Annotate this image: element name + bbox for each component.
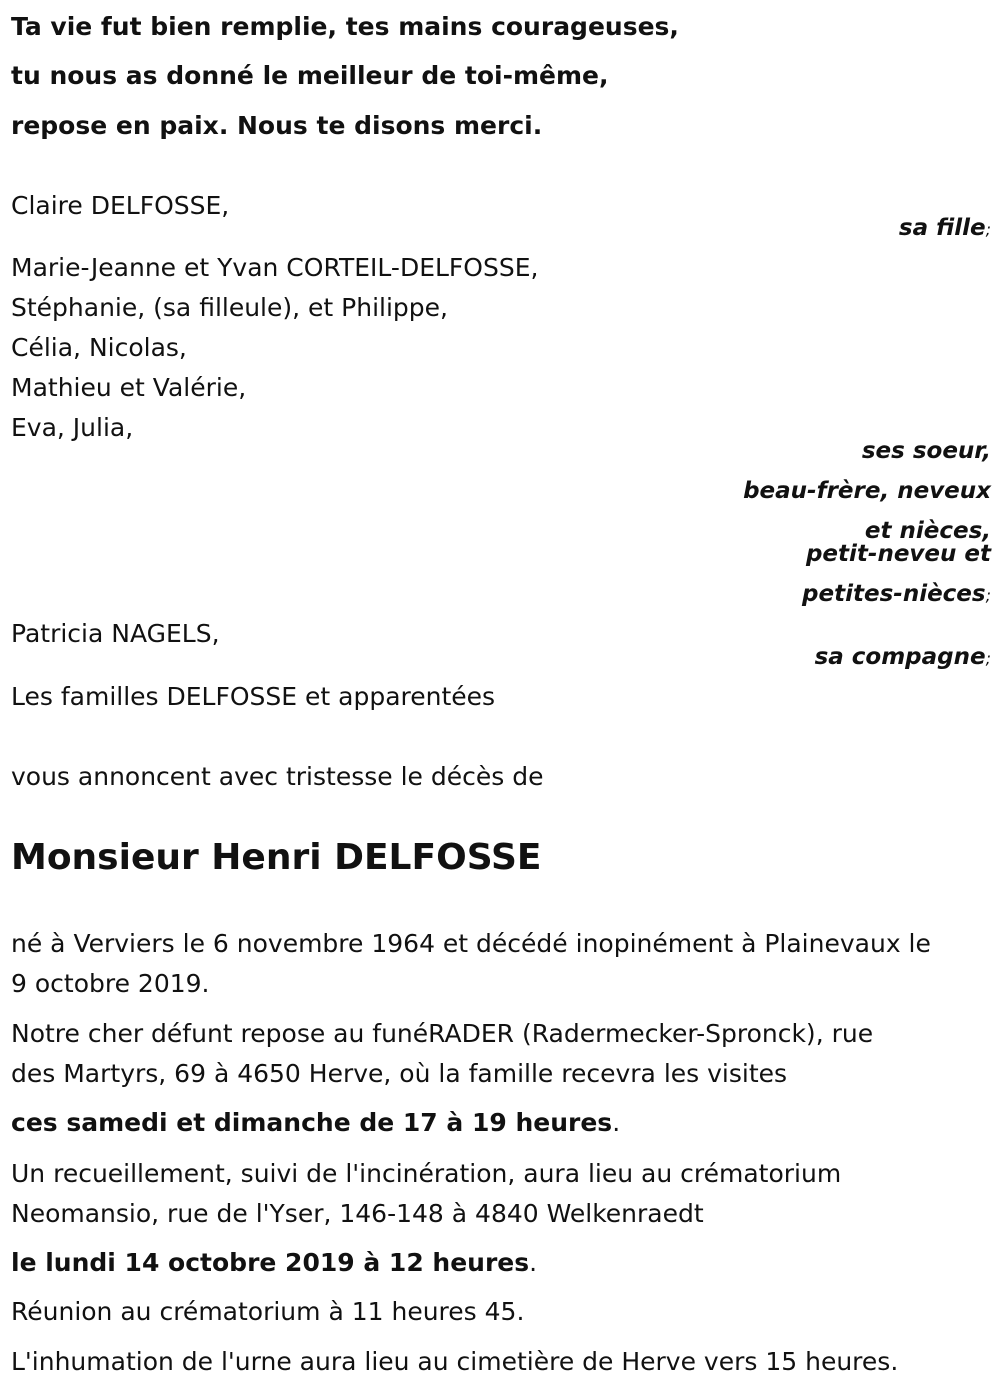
poem-line-2: tu nous as donné le meilleur de toi-même, [11,61,609,90]
ceremony-date-text: le lundi 14 octobre 2019 à 12 heures [11,1248,530,1277]
partner-role-text: sa compagne [814,644,986,670]
sibling-line-2: Stéphanie, (sa filleule), et Philippe, [11,293,448,322]
siblings-role-separator: ; [985,586,991,605]
siblings-role-1: ses soeur, [861,438,991,464]
burial-line: L'inhumation de l'urne aura lieu au cimetière de Herve vers 15 heures. [11,1347,899,1376]
ceremony-line-2: Neomansio, rue de l'Yser, 146-148 à 4840 Welkenraedt [11,1199,704,1228]
siblings-role-2: beau-frère, neveux [743,478,991,504]
sibling-line-3: Célia, Nicolas, [11,333,187,362]
daughter-name: Claire DELFOSSE, [11,191,230,220]
deceased-name: Monsieur Henri DELFOSSE [11,837,542,878]
daughter-role-text: sa fille [898,215,986,241]
birth-line-2: 9 octobre 2019. [11,969,210,998]
ceremony-date-period: . [529,1248,538,1277]
visits-period: . [612,1108,621,1137]
siblings-role-5-text: petites-nièces [802,581,986,607]
partner-name: Patricia NAGELS, [11,619,220,648]
partner-role-separator: ; [985,649,991,668]
siblings-role-4: petit-neveu et [805,541,991,567]
visits-line [11,1108,620,1138]
daughter-role [899,214,991,244]
sibling-line-1: Marie-Jeanne et Yvan CORTEIL-DELFOSSE, [11,253,539,282]
meeting-line: Réunion au crématorium à 11 heures 45. [11,1297,525,1326]
partner-role [815,643,991,673]
sibling-line-5: Eva, Julia, [11,413,134,442]
siblings-role-3: et nièces, [864,518,991,544]
rest-line-1: Notre cher défunt repose au funéRADER (Radermecker-Spronck), rue [11,1019,874,1048]
poem-line-3: repose en paix. Nous te disons merci. [11,111,543,140]
daughter-role-separator: ; [985,220,991,239]
birth-line-1: né à Verviers le 6 novembre 1964 et décédé inopinément à Plainevaux le [11,929,931,958]
ceremony-line-1: Un recueillement, suivi de l'incinération, aura lieu au crématorium [11,1159,842,1188]
poem-line-1: Ta vie fut bien remplie, tes mains courageuses, [11,12,679,41]
ceremony-date-line [11,1248,537,1278]
sibling-line-4: Mathieu et Valérie, [11,373,247,402]
rest-line-2: des Martyrs, 69 à 4650 Herve, où la famille recevra les visites [11,1059,788,1088]
siblings-role-5 [802,580,991,610]
visits-text: ces samedi et dimanche de 17 à 19 heures [11,1108,613,1137]
families-line: Les familles DELFOSSE et apparentées [11,682,496,711]
announcement-intro: vous annoncent avec tristesse le décès de [11,762,544,791]
